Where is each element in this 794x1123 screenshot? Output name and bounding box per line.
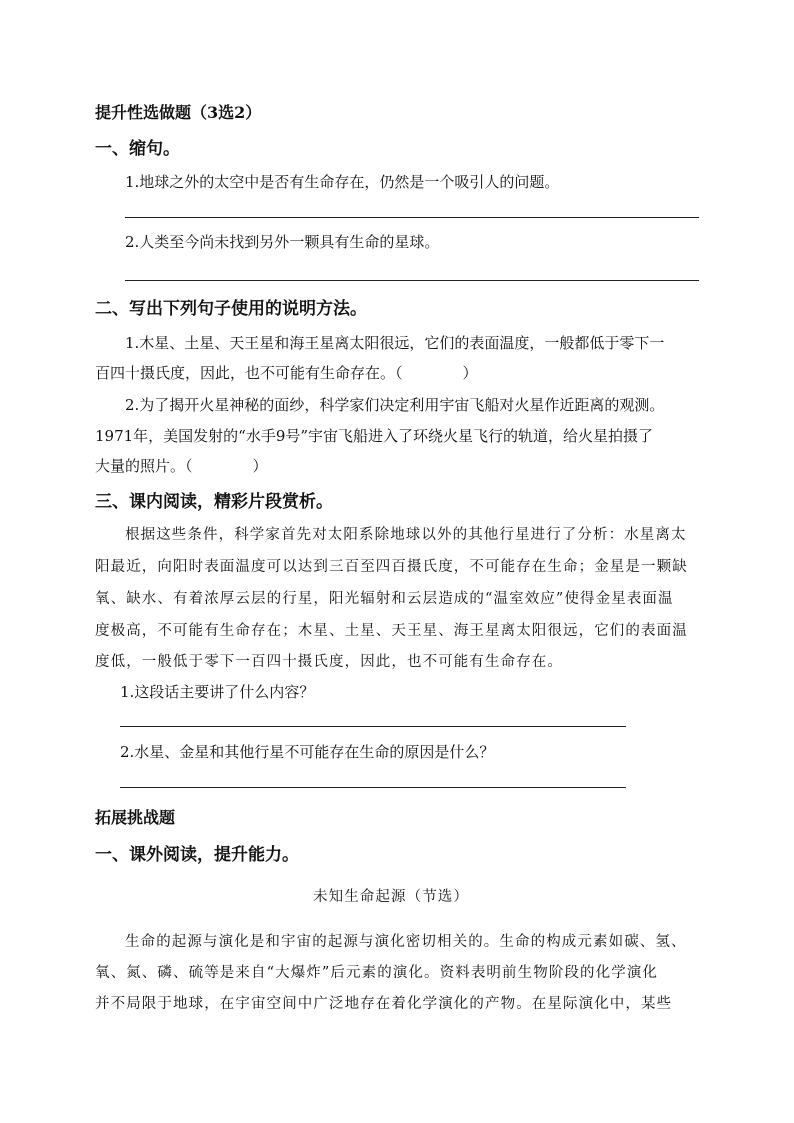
article-line-1: 生命的起源与演化是和宇宙的起源与演化密切相关的。生命的构成元素如碳、氢、	[125, 934, 687, 950]
heading-extra-reading: 一、课外阅读，提升能力。	[95, 845, 299, 865]
reading-passage-line-3: 氧、缺水、有着浓厚云层的行星，阳光辐射和云层造成的“温室效应”使得金星表面温	[95, 591, 674, 607]
answer-line-condense-2[interactable]	[125, 280, 699, 281]
answer-line-condense-1[interactable]	[125, 217, 699, 218]
reading-passage-line-5: 度低，一般低于零下一百四十摄氏度，因此，也不可能有生命存在。	[95, 654, 563, 670]
reading-passage-line-4: 度极高，不可能有生命存在；木星、土星、天王星、海王星离太阳很远，它们的表面温	[95, 623, 688, 639]
methods-question-1-line-2: 百四十摄氏度，因此，也不可能有生命存在。（ ）	[95, 364, 478, 382]
reading-passage-line-2: 阳最近，向阳时表面温度可以达到三百至四百摄氏度，不可能存在生命；金星是一颗缺	[95, 559, 688, 575]
article-line-3: 并不局限于地球，在宇宙空间中广泛地存在着化学演化的产物。在星际演化中，某些	[95, 996, 673, 1012]
reading-passage-line-1: 根据这些条件，科学家首先对太阳系除地球以外的其他行星进行了分析：水星离太	[125, 527, 687, 543]
heading-explain-methods: 二、写出下列句子使用的说明方法。	[95, 299, 367, 319]
heading-in-class-reading: 三、课内阅读，精彩片段赏析。	[95, 492, 333, 512]
methods-question-2-line-3: 大量的照片。（ ）	[95, 457, 268, 475]
heading-condense: 一、缩句。	[95, 139, 180, 159]
condense-question-1: 1.地球之外的太空中是否有生命存在，仍然是一个吸引人的问题。	[125, 173, 560, 191]
answer-line-reading-1[interactable]	[120, 726, 626, 727]
article-line-2: 氧、氮、磷、硫等是来自“大爆炸”后元素的演化。资料表明前生物阶段的化学演化	[95, 965, 659, 981]
methods-question-2-line-2: 1971年，美国发射的“水手9号”宇宙飞船进入了环绕火星飞行的轨道，给火星拍摄了	[95, 427, 654, 445]
answer-line-reading-2[interactable]	[120, 787, 626, 788]
condense-question-2: 2.人类至今尚未找到另外一颗具有生命的星球。	[125, 233, 440, 251]
section-title-extend: 拓展挑战题	[95, 808, 176, 827]
section-title-improve: 提升性选做题（3选2）	[95, 103, 262, 122]
reading-question-2: 2.水星、金星和其他行星不可能存在生命的原因是什么？	[120, 743, 495, 761]
methods-question-1-line-1: 1.木星、土星、天王星和海王星离太阳很远，它们的表面温度，一般都低于零下一	[125, 334, 665, 352]
article-title: 未知生命起源（节选）	[313, 889, 469, 905]
reading-question-1: 1.这段话主要讲了什么内容？	[120, 683, 315, 701]
methods-question-2-line-1: 2.为了揭开火星神秘的面纱，科学家们决定利用宇宙飞船对火星作近距离的观测。	[125, 396, 665, 414]
